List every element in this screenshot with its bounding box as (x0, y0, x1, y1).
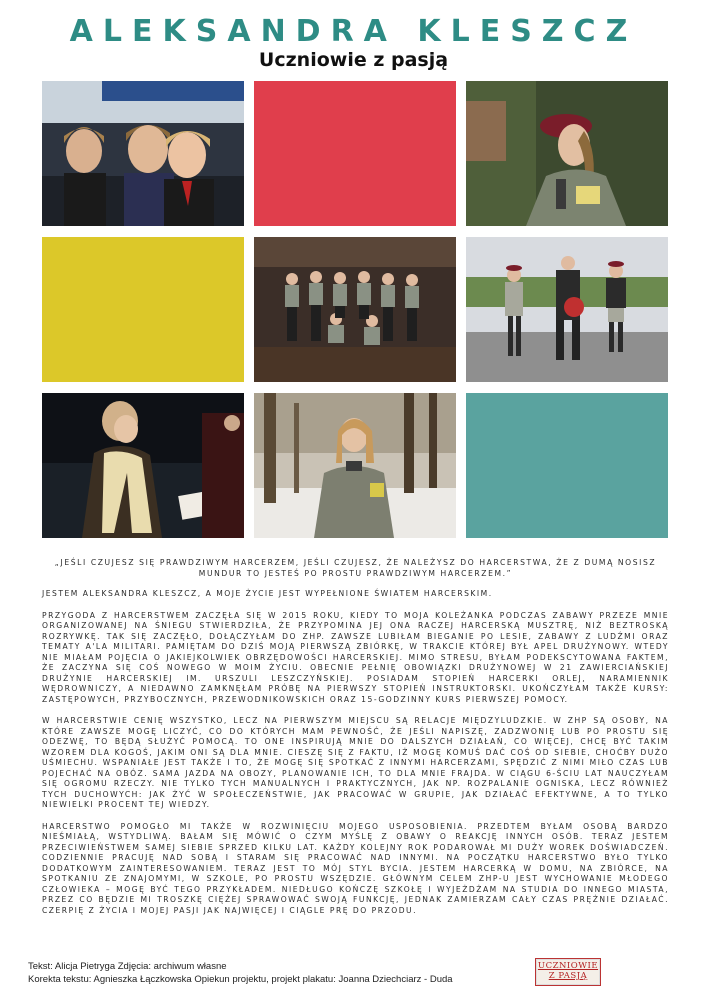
photo-scouts-march (466, 237, 668, 382)
photo-scout-group-indoors (254, 237, 456, 382)
paragraph-values: W HARCERSTWIE CENIĘ WSZYSTKO, LECZ NA PIERWSZYM MIEJSCU SĄ RELACJE MIĘDZYLUDZKIE. W ZHP SĄ OSOBY, NA KTÓRE ZAWSZE MOGĘ LICZYĆ, CO DO KTÓRYCH MAM PEWNOŚĆ, ŻE JEŚLI NAPISZĘ, ZADZWONIĘ LUB PO PROSTU SIĘ ODEZWĘ, TO BĘDĄ SŁUŻYĆ POMOCĄ. TO ONE INSPIRUJĄ MNIE DO DALSZYCH DZIAŁAŃ, CO WIĘCEJ, CHCĘ BYĆ TAKIM WZOREM DLA KOGOŚ, JAKIM ONI SĄ DLA MNIE. CIESZĘ SIĘ Z FAKTU, IŻ MOGĘ KOMUŚ DAĆ COŚ OD SIEBIE, CHOĆBY DUŻO UŚMIECHU. WSPANIAŁE JEST TAKŻE I TO, ŻE MOGĘ SIĘ SPOTKAĆ Z INNYMI HARCERZAMI, SPĘDZIĆ Z NIMI MIŁO CZAS LUB POJECHAĆ NA OBÓZ. SAMA JAZDA NA OBOZY, PLANOWANIE ICH, TO DLA MNIE FRAJDA. W CIĄGU 6-ŚCIU LAT NAUCZYŁAM SIĘ OGROMU RZECZY. NIE TYLKO TYCH MANUALNYCH I PRAKTYCZNYCH, JAK NP. ROZPALANIE OGNISKA, LECZ RÓWNIEŻ TYCH DUCHOWYCH: JAK ŻYĆ W SPOŁECZEŃSTWIE, JAK PRACOWAĆ W GRUPIE, JAK DZIAŁAĆ EFEKTYWNE, A TO TYLKO NIEWIELKI PROCENT TEJ WIEDZY. (42, 716, 669, 809)
credits-line-1: Tekst: Alicja Pietryga Zdjęcia: archiwum własne (28, 961, 227, 972)
photo-scout-snowy-forest (254, 393, 456, 538)
color-tile-red (254, 81, 456, 226)
quote: „JEŚLI CZUJESZ SIĘ PRAWDZIWYM HARCERZEM, JEŚLI CZUJESZ, ŻE NALEŻYSZ DO HARCERSTWA, ŻE Z DUMĄ NOSISZ MUNDUR TO JESTEŚ PO PROSTU PRAWDZIWYM HARCERZEM.” (54, 558, 657, 578)
stamp-line-1: UCZNIOWIE (537, 961, 599, 971)
photo-girl-reading (42, 393, 244, 538)
paragraph-intro: JESTEM ALEKSANDRA KLESZCZ, A MOJE ŻYCIE JEST WYPEŁNIONE ŚWIATEM HARCERSKIM. (42, 589, 493, 598)
paragraph-history: PRZYGODA Z HARCERSTWEM ZACZĘŁA SIĘ W 2015 ROKU, KIEDY TO MOJA KOLEŻANKA PODCZAS ZABAWY PRZEZE MNIE ORGANIZOWANEJ NA ŚNIEGU STWIERDZIŁA, ŻE PRZYPOMINA JEJ ONA RACZEJ HARCERSKĄ MUSZTRĘ, NIŻ BEZTROSKĄ ROZRYWKĘ. TAK SIĘ ZACZĘŁO, DOŁĄCZYŁAM DO ZHP. ZAWSZE LUBIŁAM BIEGANIE PO LESIE, ZABAWY Z LUDŹMI ORAZ TEMATY A'LA MILITARI. PAMIĘTAM DO DZIŚ MOJĄ PIERWSZĄ ZBIÓRKĘ, W TRAKCIE KTÓREJ BYŁ APEL DRUŻYNOWY. WTEDY NIE MIAŁAM POJĘCIA O JAKIEJKOLWIEK OBRZĘDOWOŚCI HARCERSKIEJ. MIMO STRESU, BYŁAM PODEKSCYTOWANA FAKTEM, ŻE ZACZYNA SIĘ COŚ NOWEGO W MOIM ŻYCIU. OBECNIE PEŁNIĘ OBOWIĄZKI DRUŻYNOWEJ W 21 ZAWIERCIAŃSKIEJ DRUŻYNIE HARCERSKIEJ IM. URSZULI LESZCZYŃSKIEJ. POSIADAM STOPIEŃ HARCERKI ORLEJ, NARAMIENNIK WĘDROWNICZY, A NIEDAWNO ZAMKNĘŁAM PRÓBĘ NA PIERWSZY STOPIEŃ INSTRUKTORSKI. UKOŃCZYŁAM TAKŻE KURSY: ZASTĘPOWYCH, PRZYBOCZNYCH, PRZEWODNIKOWSKICH ORAZ 15-GODZINNY KURS PIERWSZEJ POMOCY. (42, 610, 669, 704)
project-logo-stamp (535, 958, 601, 986)
photo-three-girls (42, 81, 244, 226)
credits-line-2: Korekta tekstu: Agnieszka Łączkowska Opiekun projektu, projekt plakatu: Joanna Dziechciarz - Duda (28, 974, 453, 985)
page-title: ALEKSANDRA KLESZCZ (69, 14, 638, 49)
stamp-line-2: Z PASJĄ (548, 971, 588, 981)
article-body (42, 589, 669, 927)
photo-scout-beret (466, 81, 668, 226)
paragraph-growth: HARCERSTWO POMOGŁO MI TAKŻE W ROZWINIĘCIU MOJEGO USPOSOBIENIA. PRZEDTEM BYŁAM OSOBĄ BARDZO NIEŚMIAŁĄ, WSTYDLIWĄ. BAŁAM SIĘ MÓWIĆ O CZYM MYŚLĘ Z OBAWY O REAKCJĘ INNYCH OSÓB. TERAZ JESTEM PRZECIWIEŃSTWEM SAMEJ SIEBIE SPRZED KILKU LAT. KAŻDY KOLEJNY ROK PODAROWAŁ MI DUŻY WOREK DOŚWIADCZEŃ. CODZIENNIE PRACUJĘ NAD SOBĄ I STARAM SIĘ PRACOWAĆ NAD INNYMI. NA POCZĄTKU HARCERSTWO BYŁO TYLKO DODATKOWYM ZAINTERESOWANIEM. TERAZ JEST TO MÓJ STYL BYCIA. JESTEM HARCERKĄ W DOMU, NA ZBIÓRCE, NA SPOTKANIU ZE ZNAJOMYMI, W SZKOLE, PO PROSTU WSZĘDZIE. GŁÓWNYM CELEM ZHP-U JEST WYCHOWANIE MŁODEGO CZŁOWIEKA – MOGĘ BYĆ TEGO PRZYKŁADEM. NIEDŁUGO KOŃCZĘ SZKOŁĘ I WYJEŻDŻAM NA STUDIA DO INNEGO MIASTA, PRZEZ CO BĘDZIE MI TROSZKĘ CIĘŻEJ SPRAWOWAĆ SWOJĄ FUNKCJĘ, JEDNAK ZAMIERZAM CAŁY CZAS PRĘŻNIE DZIAŁAĆ. CZERPIĘ Z ŻYCIA I MOJEJ PASJI JAK NAJWIĘCEJ I CIĄGLE PRĘ DO PRZODU. (42, 821, 669, 915)
color-tile-teal (466, 393, 668, 538)
color-tile-yellow (42, 237, 244, 382)
page-subtitle: Uczniowie z pasją (258, 49, 449, 71)
